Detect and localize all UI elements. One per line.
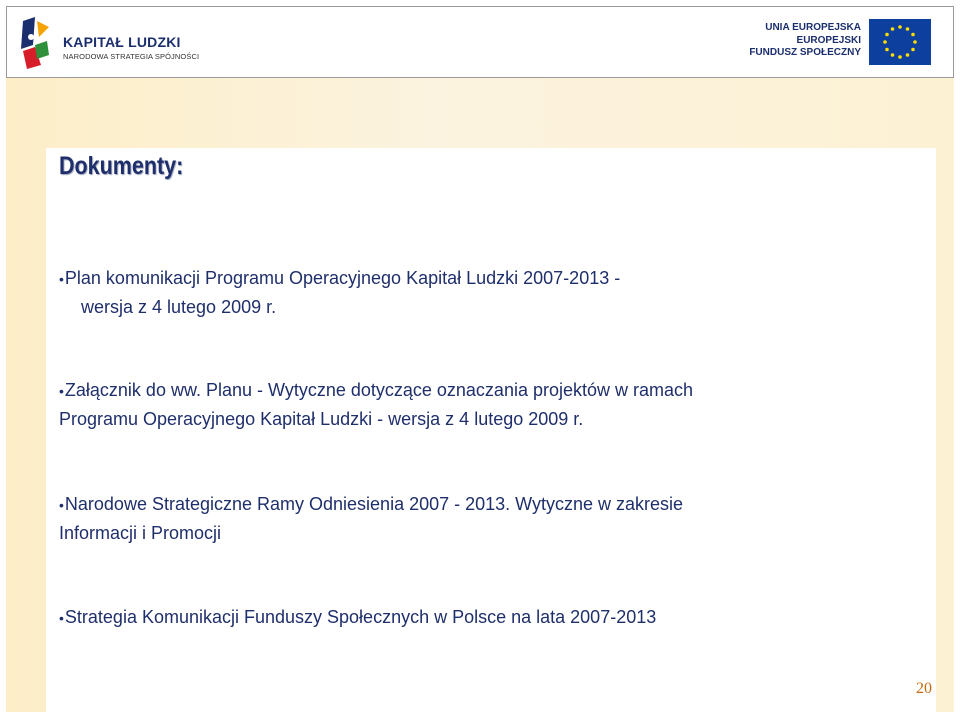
kapital-ludzki-subtitle: NARODOWA STRATEGIA SPÓJNOŚCI [63,52,200,61]
slide-title: Dokumenty: [59,152,184,180]
bullet-icon: • [59,383,64,399]
bullet-item-1 [59,264,620,321]
eu-logo-text [749,22,861,60]
bullet-icon: • [59,271,64,287]
bullet-item-2-line-1: •Załącznik do ww. Planu - Wytyczne dotyczące oznaczania projektów w ramach [59,380,694,400]
bullet-item-2-line-2: Programu Operacyjnego Kapitał Ludzki - wersja z 4 lutego 2009 r. [59,409,584,429]
kapital-ludzki-title: KAPITAŁ LUDZKI [63,34,181,50]
bullet-item-1-line-1: •Plan komunikacji Programu Operacyjnego Kapitał Ludzki 2007-2013 - [59,268,621,288]
eu-line-3: FUNDUSZ SPOŁECZNY [749,47,861,58]
bullet-icon: • [59,610,64,626]
kapital-ludzki-emblem-icon [19,15,55,71]
bullet-item-4 [59,603,656,632]
header-bar [6,6,954,78]
bullet-item-3 [59,490,683,547]
eu-line-1: UNIA EUROPEJSKA [765,22,861,33]
page-number: 20 [916,680,932,697]
bullet-item-4-line-1: •Strategia Komunikacji Funduszy Społecznych w Polsce na lata 2007-2013 [59,607,657,627]
eu-flag-icon [869,19,931,65]
bullet-icon: • [59,497,64,513]
bullet-item-1-line-2: wersja z 4 lutego 2009 r. [81,297,277,317]
bullet-item-3-line-2: Informacji i Promocji [59,523,222,543]
kapital-ludzki-logo [19,15,200,71]
bullet-item-3-line-1: •Narodowe Strategiczne Ramy Odniesienia 2007 - 2013. Wytyczne w zakresie [59,494,684,514]
eu-line-2: EUROPEJSKI [796,34,861,46]
bullet-item-2 [59,376,693,433]
